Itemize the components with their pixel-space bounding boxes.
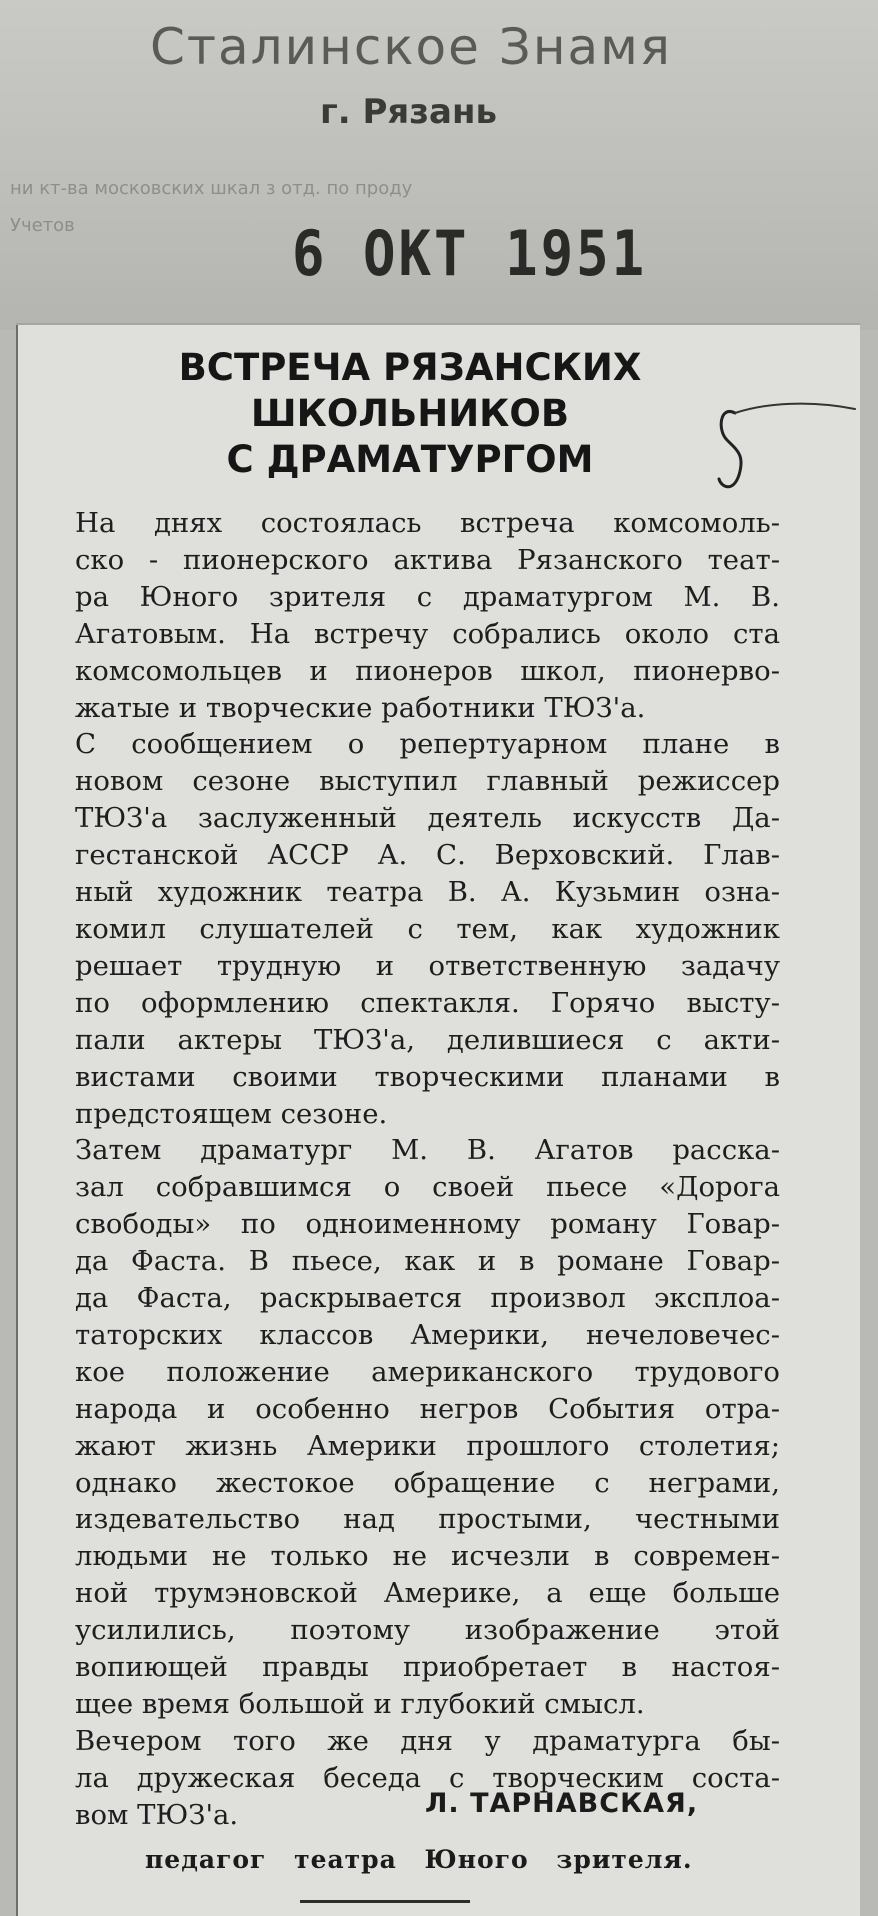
- article-line: усилились, поэтому изображение этой: [75, 1614, 780, 1647]
- article-line: щее время большой и глубокий смысл.: [75, 1688, 645, 1720]
- closing-rule: [300, 1900, 470, 1903]
- article-line: ной трумэновской Америке, а еще больше: [75, 1577, 780, 1610]
- newspaper-city: г. Рязань: [320, 92, 497, 132]
- article-line: вистами своими творческими планами в: [75, 1060, 780, 1093]
- article-line: жают жизнь Америки прошлого столетия;: [75, 1429, 780, 1462]
- faint-bleedthrough-line-2: Учетов: [10, 215, 75, 236]
- signature-name: Л. ТАРНАВСКАЯ,: [425, 1788, 699, 1819]
- signature-role: педагог театра Юного зрителя.: [145, 1845, 693, 1874]
- article-line: кое положение американского трудового: [75, 1355, 780, 1388]
- article-line: Затем драматург М. В. Агатов расска-: [75, 1134, 780, 1167]
- article-line: вопиющей правды приобретает в настоя-: [75, 1651, 780, 1684]
- article-line: Агатовым. На встречу собрались около ста: [75, 617, 780, 650]
- article-line: комсомольцев и пионеров школ, пионерво-: [75, 654, 780, 687]
- article-line: ла дружеская беседа с творческим соста-: [75, 1761, 780, 1794]
- article-line: таторских классов Америки, нечеловечес-: [75, 1318, 780, 1351]
- handwritten-pen-mark: [715, 395, 865, 505]
- article-line: предстоящем сезоне.: [75, 1097, 388, 1130]
- article-line: решает трудную и ответственную задачу: [75, 949, 780, 982]
- article-line: гестанской АССР А. С. Верховский. Глав-: [75, 839, 780, 872]
- article-line: однако жестокое обращение с неграми,: [75, 1466, 780, 1499]
- article-line: по оформлению спектакля. Горячо высту-: [75, 986, 780, 1019]
- article-line: ТЮЗ'а заслуженный деятель искусств Да-: [75, 802, 780, 835]
- article-line: комил слушателей с тем, как художник: [75, 912, 780, 945]
- article-line: новом сезоне выступил главный режиссер: [75, 765, 780, 798]
- article-line: ско - пионерского актива Рязанского теат-: [75, 543, 780, 576]
- article-line: свободы» по одноименному роману Говар-: [75, 1208, 780, 1241]
- article-line: На днях состоялась встреча комсомоль-: [75, 507, 780, 539]
- article-line: зал собравшимся о своей пьесе «Дорога: [75, 1171, 780, 1204]
- article-line: да Фаста. В пьесе, как и в романе Говар-: [75, 1245, 780, 1278]
- article-line: людьми не только не исчезли в современ-: [75, 1540, 780, 1573]
- article-line: Вечером того же дня у драматурга бы-: [75, 1724, 780, 1757]
- article-line: да Фаста, раскрывается произвол эксплоа-: [75, 1282, 780, 1315]
- article-line: народа и особенно негров События отра-: [75, 1392, 780, 1425]
- article-line: ный художник театра В. А. Кузьмин озна-: [75, 876, 780, 909]
- headline-line-3: С ДРАМАТУРГОМ: [226, 438, 594, 481]
- article-body: [75, 505, 780, 1834]
- article-headline: [130, 345, 690, 483]
- article-line: издевательство над простыми, честными: [75, 1503, 780, 1536]
- article-line: жатые и творческие работники ТЮЗ'а.: [75, 691, 646, 724]
- date-stamp: 6 ОКТ 1951: [292, 217, 648, 290]
- article-line: ра Юного зрителя с драматургом М. В.: [75, 580, 780, 613]
- article-line: пали актеры ТЮЗ'а, делившиеся с акти-: [75, 1023, 780, 1056]
- headline-line-2: ШКОЛЬНИКОВ: [250, 392, 570, 435]
- article-line: вом ТЮЗ'а.: [75, 1798, 239, 1831]
- faint-bleedthrough-line-1: ни кт-ва московских шкал з отд. по проду: [10, 178, 413, 199]
- newspaper-title: Сталинское Знамя: [150, 18, 672, 76]
- article-line: С сообщением о репертуарном плане в: [75, 728, 780, 761]
- headline-line-1: ВСТРЕЧА РЯЗАНСКИХ: [178, 346, 642, 389]
